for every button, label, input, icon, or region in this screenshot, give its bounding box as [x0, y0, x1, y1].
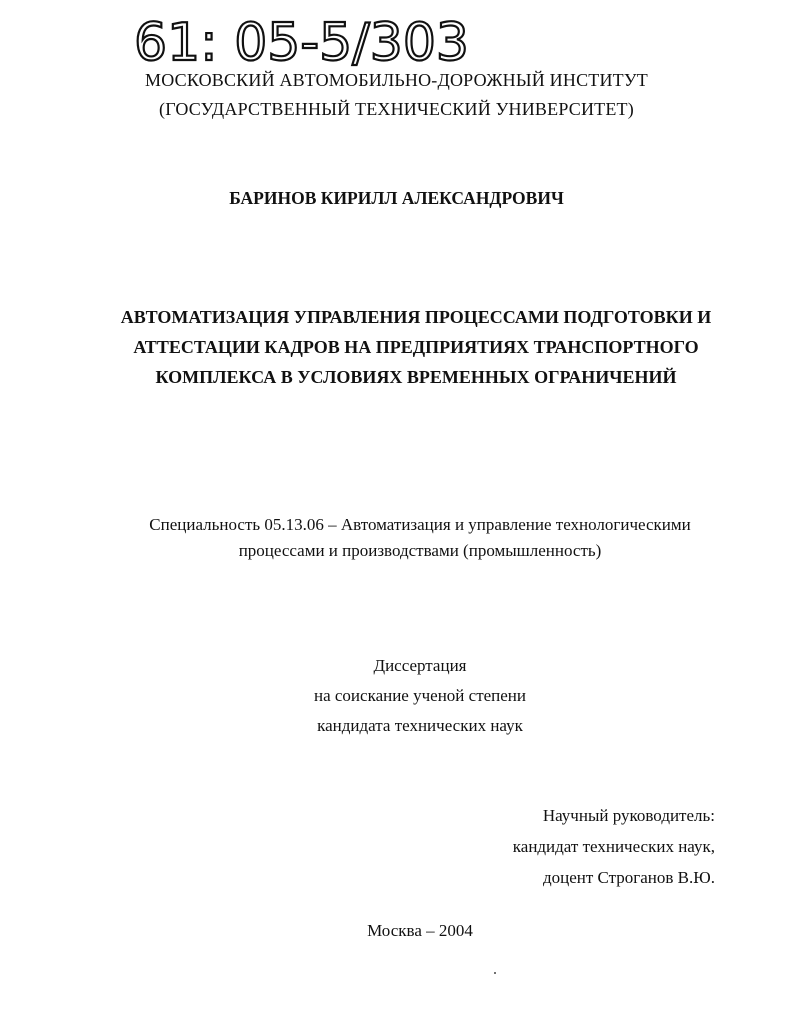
thesis-title [96, 302, 736, 392]
handwritten-catalog-number [130, 4, 510, 74]
thesis-title-line-3: КОМПЛЕКСА В УСЛОВИЯХ ВРЕМЕННЫХ ОГРАНИЧЕНИЙ [155, 367, 677, 387]
supervisor-line-3: доцент Строганов В.Ю. [542, 868, 715, 887]
supervisor-line-2: кандидат технических наук, [512, 837, 715, 856]
thesis-title-line-2: АТТЕСТАЦИИ КАДРОВ НА ПРЕДПРИЯТИЯХ ТРАНСПОРТНОГО [133, 337, 699, 357]
dissertation-statement [220, 651, 620, 741]
dissertation-line-2: на соискание ученой степени [313, 686, 527, 705]
city-year: Москва – 2004 [367, 921, 473, 940]
dissertation-line-1: Диссертация [373, 656, 467, 675]
institute-name [0, 66, 793, 124]
specialty-line-2: процессами и производствами (промышленность) [238, 541, 602, 560]
handwritten-catalog-number-text: 61: 05-5/303 [134, 13, 470, 73]
dissertation-line-3: кандидата технических наук [317, 716, 523, 735]
scientific-supervisor [513, 800, 715, 893]
author-name: БАРИНОВ КИРИЛЛ АЛЕКСАНДРОВИЧ [229, 188, 564, 208]
scan-speck [494, 972, 496, 974]
thesis-title-line-1: АВТОМАТИЗАЦИЯ УПРАВЛЕНИЯ ПРОЦЕССАМИ ПОДГОТОВКИ И [120, 307, 712, 327]
specialty-line-1: Специальность 05.13.06 – Автоматизация и управление технологическими [149, 515, 691, 534]
institute-name-line-2: (ГОСУДАРСТВЕННЫЙ ТЕХНИЧЕСКИЙ УНИВЕРСИТЕТ) [159, 99, 634, 119]
institute-name-line-1: МОСКОВСКИЙ АВТОМОБИЛЬНО-ДОРОЖНЫЙ ИНСТИТУТ [144, 70, 648, 90]
supervisor-line-1: Научный руководитель: [542, 806, 715, 825]
specialty [100, 512, 740, 564]
